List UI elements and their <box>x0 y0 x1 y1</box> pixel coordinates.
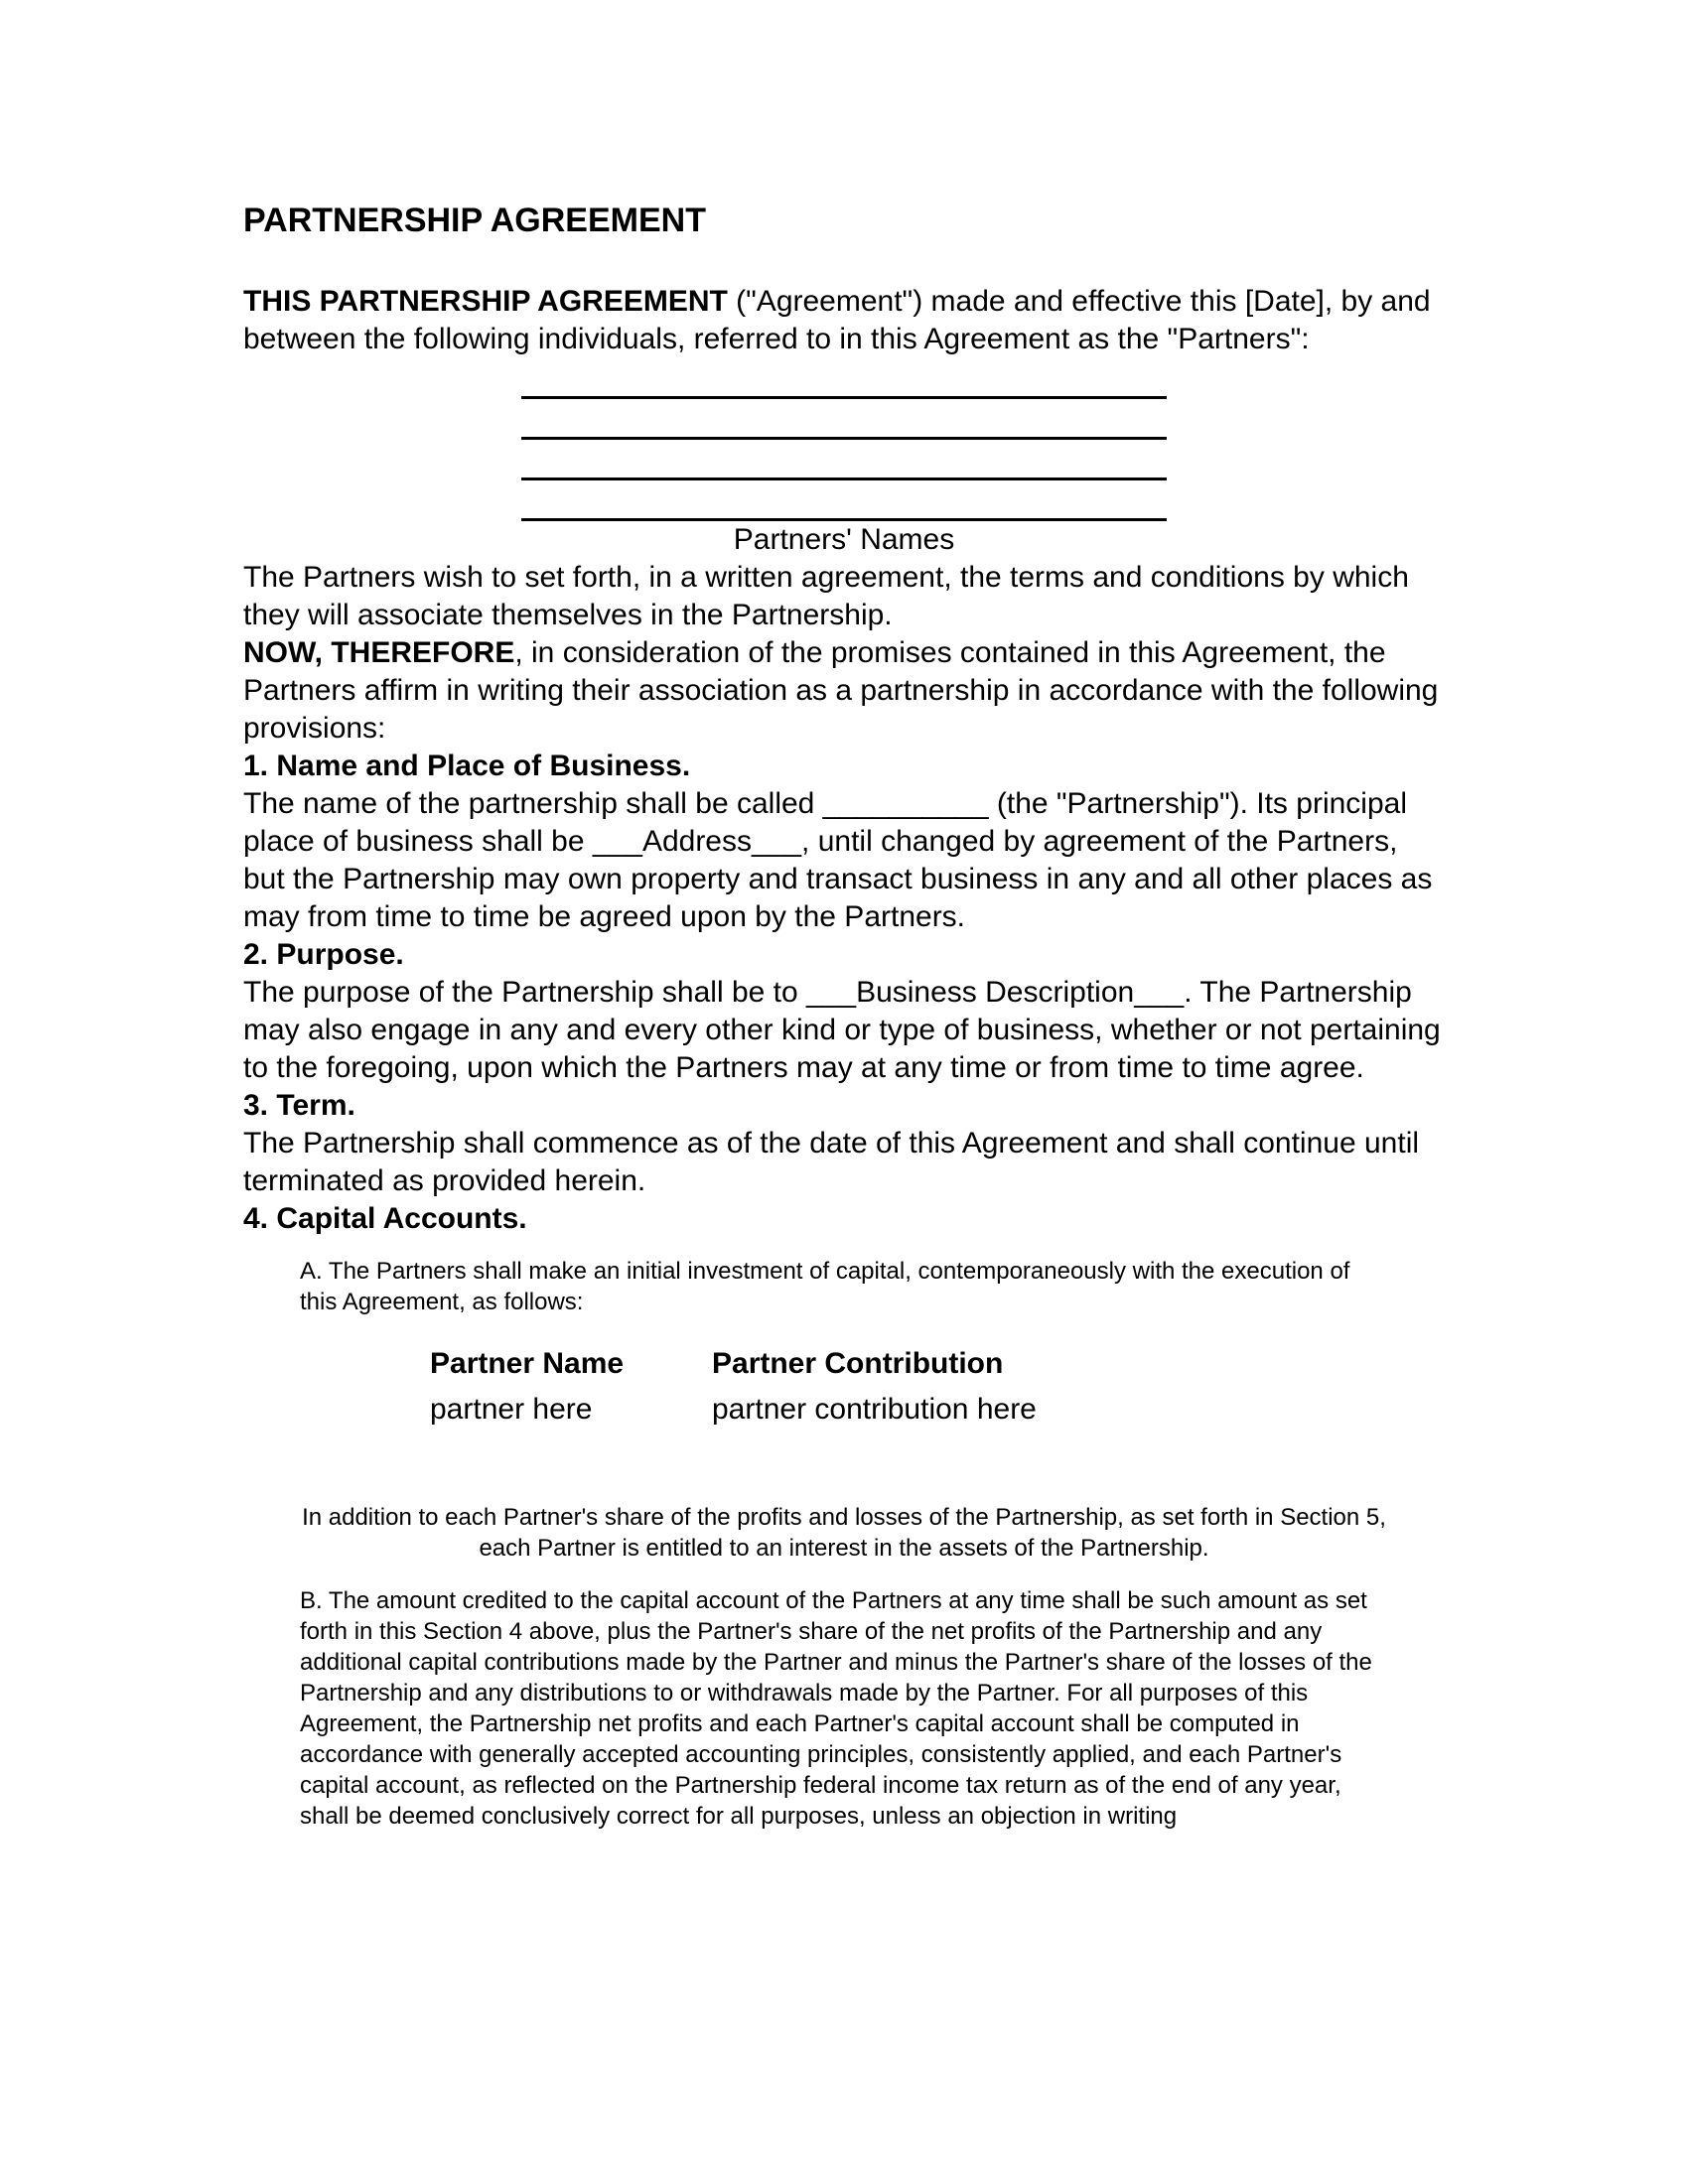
recitals-paragraph: The Partners wish to set forth, in a written agreement, the terms and conditions by which they will associate themselves in the Partnership. <box>243 561 1409 631</box>
now-therefore-paragraph <box>243 634 1445 748</box>
partner-name-blank-line <box>521 480 1167 521</box>
partner-contribution-header: Partner Contribution <box>712 1347 1004 1380</box>
intro-paragraph-bold-lead: THIS PARTNERSHIP AGREEMENT <box>243 285 728 318</box>
now-therefore-bold-lead: NOW, THEREFORE <box>243 636 515 669</box>
clause-a-paragraph: A. The Partners shall make an initial investment of capital, contemporaneously with the execution of this Agreement, as follows: <box>300 1258 1350 1315</box>
partners-names-caption: Partners' Names <box>733 523 955 556</box>
partner-contribution-table <box>430 1341 1445 1433</box>
section-4-heading: 4. Capital Accounts. <box>243 1202 527 1235</box>
section-3-body: The Partnership shall commence as of the date of this Agreement and shall continue until terminated as provided herein. <box>243 1127 1420 1197</box>
partner-name-blank-line <box>521 440 1167 480</box>
section-1-heading: 1. Name and Place of Business. <box>243 750 691 782</box>
interest-note-paragraph: In addition to each Partner's share of the profits and losses of the Partnership, as set forth in Section 5, each Partner is entitled to an interest in the assets of the Partnership. <box>302 1504 1386 1562</box>
section-2-heading: 2. Purpose. <box>243 938 404 971</box>
section-3-heading: 3. Term. <box>243 1089 355 1122</box>
intro-paragraph-text: ("Agreement") made and effective this [Date], by and between the following individuals, referred to in this Agreement as the "Partners": <box>243 285 1431 355</box>
document-title: PARTNERSHIP AGREEMENT <box>243 202 706 239</box>
partner-name-blank-line <box>521 358 1167 399</box>
section-2-body: The purpose of the Partnership shall be to ___Business Description___. The Partnership may also engage in any and every other kind or type of business, whether or not pertaining to the foregoing, upon which the Partners may at any time or from time to time agree. <box>243 976 1441 1084</box>
partner-name-blank-line <box>521 399 1167 440</box>
intro-paragraph <box>243 283 1445 358</box>
section-1-body: The name of the partnership shall be called __________ (the "Partnership"). Its principal place of business shall be ___Address___, until changed by agreement of the Partners, but the Partnership may own property and transact business in any and all other places as may from time to time be agreed upon by the Partners. <box>243 787 1433 933</box>
clause-b-paragraph: B. The amount credited to the capital account of the Partners at any time shall be such amount as set forth in this Section 4 above, plus the Partner's share of the net profits of the Partnership and any additional capital contributions made by the Partner and minus the Partner's share of the losses of the Partnership and any distributions to or withdrawals made by the Partner. For all purposes of this Agreement, the Partnership net profits and each Partner's capital account shall be computed in accordance with generally accepted accounting principles, consistently applied, and each Partner's capital account, as reflected on the Partnership federal income tax return as of the end of any year, shall be deemed conclusively correct for all purposes, unless an objection in writing <box>300 1587 1372 1830</box>
partner-name-header: Partner Name <box>430 1347 625 1380</box>
partners-names-blank-lines <box>521 358 1167 521</box>
now-therefore-text: , in consideration of the promises contained in this Agreement, the Partners affirm in writing their association as a partnership in accordance with the following provisions: <box>243 636 1439 745</box>
partner-name-cell: partner here <box>430 1393 593 1426</box>
partner-contribution-cell: partner contribution here <box>712 1393 1037 1426</box>
